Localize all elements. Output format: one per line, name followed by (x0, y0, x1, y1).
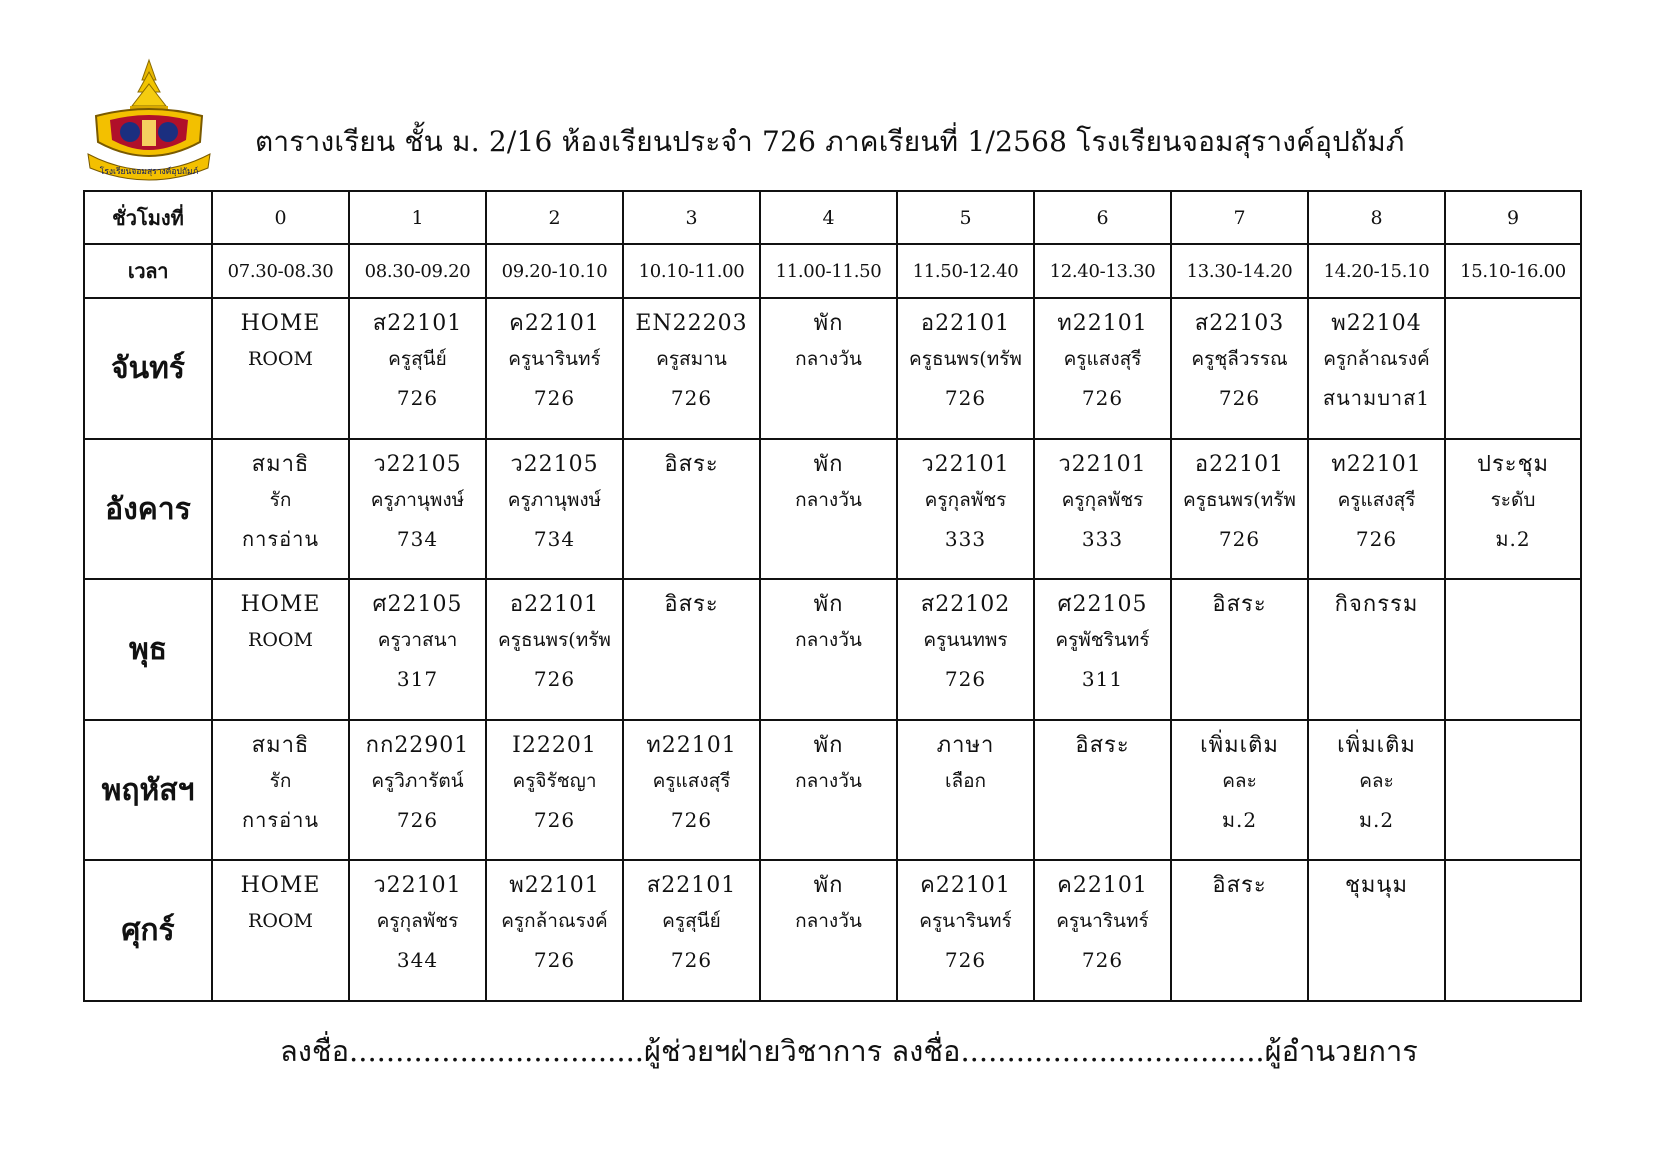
period-number: 4 (760, 191, 897, 244)
teacher-name: ครูกล้าณรงค์ (1323, 348, 1430, 371)
schedule-cell (897, 860, 1034, 1001)
time-slot: 11.00-11.50 (760, 244, 897, 298)
teacher-name: กลางวัน (795, 769, 862, 792)
subject-code: ประชุม (1476, 451, 1550, 477)
teacher-name: กลางวัน (795, 488, 862, 511)
teacher-name: รัก (269, 769, 292, 792)
schedule-cell (1171, 720, 1308, 861)
schedule-cell (349, 579, 486, 720)
room-number: 311 (1081, 667, 1124, 692)
schedule-cell (212, 860, 349, 1001)
subject-code: อิสระ (1212, 873, 1267, 899)
subject-code: ศ22105 (1057, 592, 1148, 618)
school-logo (84, 58, 214, 182)
teacher-name: กลางวัน (795, 348, 862, 371)
schedule-cell (760, 860, 897, 1001)
schedule-cell (1445, 579, 1581, 720)
subject-code: ท22101 (1057, 311, 1148, 337)
room-number: 726 (944, 667, 987, 692)
room-number (1309, 941, 1444, 979)
subject-code: ส22101 (646, 873, 737, 899)
day-row (84, 298, 1581, 439)
time-slot: 07.30-08.30 (212, 244, 349, 298)
room-number (761, 941, 896, 979)
room-number: 726 (1081, 386, 1124, 411)
teacher-name (1309, 620, 1444, 660)
room-number (898, 801, 1033, 839)
signature-line: ลงชื่อ................................ผู้ช่วยฯฝ่ายวิชาการ ลงชื่อ.................................ผู้อำนวยการ (280, 1034, 1418, 1068)
teacher-name: ครูนารินทร์ (1056, 910, 1149, 933)
subject-code: พัก (813, 451, 844, 477)
subject-code: อ22101 (1194, 451, 1285, 477)
room-number: 726 (396, 807, 439, 832)
room-number: ม.2 (1221, 807, 1258, 832)
schedule-cell (623, 579, 760, 720)
room-number (1446, 801, 1580, 839)
room-number (1035, 801, 1170, 839)
period-label: ชั่วโมงที่ (84, 191, 212, 244)
schedule-cell (1308, 579, 1445, 720)
subject-code: กก22901 (365, 732, 470, 758)
period-number: 2 (486, 191, 623, 244)
period-number: 8 (1308, 191, 1445, 244)
schedule-cell (349, 720, 486, 861)
subject-code: ชุมนุม (1345, 873, 1408, 899)
teacher-name (1309, 901, 1444, 941)
timetable (83, 190, 1582, 1002)
room-number: 726 (533, 386, 576, 411)
subject-code: กิจกรรม (1334, 592, 1419, 618)
room-number (624, 660, 759, 698)
teacher-name: กลางวัน (795, 629, 862, 652)
subject-code (1446, 731, 1580, 761)
schedule-cell (1308, 720, 1445, 861)
teacher-name: ROOM (248, 348, 313, 371)
room-number (1172, 660, 1307, 698)
schedule-cell (1034, 439, 1171, 580)
period-number: 0 (212, 191, 349, 244)
teacher-name: รัก (269, 488, 292, 511)
schedule-cell (212, 439, 349, 580)
schedule-cell (212, 579, 349, 720)
room-number (761, 660, 896, 698)
teacher-name: ครูนารินทร์ (919, 910, 1012, 933)
schedule-cell (623, 720, 760, 861)
subject-code: ว22105 (510, 451, 599, 477)
teacher-name: ROOM (248, 910, 313, 933)
room-number: 726 (670, 948, 713, 973)
period-number: 7 (1171, 191, 1308, 244)
subject-code: ภาษา (936, 732, 995, 758)
room-number (761, 520, 896, 558)
time-header-row (84, 244, 1581, 298)
teacher-name: ครูกุลพัชร (1061, 488, 1144, 511)
time-slot: 15.10-16.00 (1445, 244, 1581, 298)
schedule-cell (486, 579, 623, 720)
schedule-cell (760, 439, 897, 580)
subject-code: ว22105 (373, 451, 462, 477)
teacher-name: ครูสุนีย์ (662, 910, 721, 933)
subject-code: ค22101 (920, 873, 1011, 899)
schedule-cell (623, 298, 760, 439)
subject-code: ส22101 (372, 311, 463, 337)
time-slot: 13.30-14.20 (1171, 244, 1308, 298)
teacher-name: ROOM (248, 629, 313, 652)
schedule-cell (623, 860, 760, 1001)
teacher-name (1446, 901, 1580, 941)
subject-code: อิสระ (664, 451, 719, 477)
subject-code (1446, 871, 1580, 901)
schedule-cell (897, 298, 1034, 439)
period-number: 5 (897, 191, 1034, 244)
subject-code: ส22103 (1194, 311, 1285, 337)
schedule-cell (486, 720, 623, 861)
room-number: 726 (670, 386, 713, 411)
teacher-name: ครูภานุพงษ์ (370, 488, 465, 511)
subject-code: สมาธิ (251, 451, 310, 477)
teacher-name: ครูภานุพงษ์ (507, 488, 602, 511)
room-number: การอ่าน (242, 526, 319, 551)
teacher-name: ครูวิภารัตน์ (371, 769, 464, 792)
room-number: 726 (944, 948, 987, 973)
subject-code: พ22101 (509, 873, 600, 899)
room-number: ม.2 (1358, 807, 1395, 832)
room-number: 333 (1081, 526, 1124, 551)
schedule-cell (897, 579, 1034, 720)
schedule-cell (1034, 298, 1171, 439)
schedule-cell (349, 860, 486, 1001)
teacher-name (1035, 761, 1170, 801)
subject-code: พัก (813, 873, 844, 899)
room-number: 333 (944, 526, 987, 551)
subject-code: อิสระ (1212, 592, 1267, 618)
room-number (761, 801, 896, 839)
teacher-name: ครูนารินทร์ (508, 348, 601, 371)
room-number (213, 379, 348, 417)
room-number: 726 (1081, 948, 1124, 973)
teacher-name: ครูจิรัชญา (512, 769, 597, 792)
room-number (1446, 379, 1580, 417)
subject-code: ท22101 (646, 732, 737, 758)
teacher-name (1446, 761, 1580, 801)
room-number: 734 (533, 526, 576, 551)
teacher-name: เลือก (944, 769, 987, 792)
teacher-name: คละ (1359, 769, 1394, 792)
time-label: เวลา (84, 244, 212, 298)
schedule-cell (1171, 439, 1308, 580)
room-number: 344 (396, 948, 439, 973)
room-number (761, 379, 896, 417)
room-number: 726 (533, 667, 576, 692)
schedule-cell (760, 720, 897, 861)
day-row (84, 579, 1581, 720)
room-number: 726 (1355, 526, 1398, 551)
teacher-name: ครูวาสนา (377, 629, 458, 652)
period-number: 3 (623, 191, 760, 244)
room-number: 726 (533, 948, 576, 973)
period-number: 6 (1034, 191, 1171, 244)
schedule-cell (760, 298, 897, 439)
room-number: ม.2 (1495, 526, 1531, 551)
teacher-name (1172, 901, 1307, 941)
day-label: ศุกร์ (84, 860, 212, 1001)
room-number: 726 (396, 386, 439, 411)
room-number: 734 (396, 526, 439, 551)
subject-code: สมาธิ (251, 732, 310, 758)
room-number (213, 660, 348, 698)
subject-code: EN22203 (635, 311, 748, 337)
subject-code: ท22101 (1331, 451, 1422, 477)
teacher-name: ครูแสงสุรี (1337, 488, 1416, 511)
day-row (84, 720, 1581, 861)
time-slot: 08.30-09.20 (349, 244, 486, 298)
subject-code: ส22102 (920, 592, 1011, 618)
room-number (1309, 660, 1444, 698)
day-label: พฤหัสฯ (84, 720, 212, 861)
subject-code: พัก (813, 732, 844, 758)
schedule-cell (1034, 720, 1171, 861)
schedule-cell (1171, 298, 1308, 439)
schedule-cell (1445, 720, 1581, 861)
time-slot: 11.50-12.40 (897, 244, 1034, 298)
teacher-name (624, 620, 759, 660)
room-number: 726 (670, 807, 713, 832)
teacher-name: ครูธนพร(ทรัพ (1183, 488, 1296, 511)
teacher-name: ครูกุลพัชร (924, 488, 1007, 511)
time-slot: 14.20-15.10 (1308, 244, 1445, 298)
day-row (84, 860, 1581, 1001)
room-number (624, 520, 759, 558)
subject-code: พัก (813, 311, 844, 337)
time-slot: 10.10-11.00 (623, 244, 760, 298)
period-number: 1 (349, 191, 486, 244)
teacher-name: ครูแสงสุรี (1063, 348, 1142, 371)
room-number: 726 (1218, 386, 1261, 411)
teacher-name: ครูสุนีย์ (388, 348, 447, 371)
room-number (1446, 660, 1580, 698)
schedule-cell (623, 439, 760, 580)
schedule-cell (1034, 579, 1171, 720)
teacher-name: ครูแสงสุรี (652, 769, 731, 792)
teacher-name: ครูธนพร(ทรัพ (498, 629, 611, 652)
schedule-cell (897, 720, 1034, 861)
room-number: 726 (1218, 526, 1261, 551)
period-number: 9 (1445, 191, 1581, 244)
teacher-name: ครูพัชรินทร์ (1055, 629, 1150, 652)
schedule-cell (897, 439, 1034, 580)
subject-code: HOME (240, 311, 321, 337)
room-number: สนามบาส1 (1322, 386, 1431, 411)
teacher-name: ครูธนพร(ทรัพ (909, 348, 1022, 371)
schedule-cell (1308, 860, 1445, 1001)
teacher-name (1446, 339, 1580, 379)
subject-code: ว22101 (373, 873, 462, 899)
subject-code: ค22101 (509, 311, 600, 337)
subject-code: พัก (813, 592, 844, 618)
teacher-name: ครูนนทพร (923, 629, 1008, 652)
schedule-cell (349, 439, 486, 580)
room-number: 726 (944, 386, 987, 411)
subject-code: อ22101 (920, 311, 1011, 337)
room-number: 726 (533, 807, 576, 832)
subject-code: เพิ่มเติม (1337, 732, 1416, 758)
schedule-cell (1171, 860, 1308, 1001)
room-number (1172, 941, 1307, 979)
schedule-cell (212, 298, 349, 439)
schedule-cell (1445, 860, 1581, 1001)
subject-code: อ22101 (509, 592, 600, 618)
schedule-cell (760, 579, 897, 720)
teacher-name: ครูสมาน (656, 348, 727, 371)
room-number (213, 941, 348, 979)
subject-code: ว22101 (1058, 451, 1147, 477)
subject-code: ศ22105 (372, 592, 463, 618)
day-label: จันทร์ (84, 298, 212, 439)
schedule-cell (1445, 298, 1581, 439)
subject-code: อิสระ (664, 592, 719, 618)
teacher-name: คละ (1222, 769, 1257, 792)
schedule-cell (1034, 860, 1171, 1001)
schedule-cell (349, 298, 486, 439)
day-label: อังคาร (84, 439, 212, 580)
subject-code: I22201 (512, 732, 597, 758)
subject-code: ค22101 (1057, 873, 1148, 899)
time-slot: 09.20-10.10 (486, 244, 623, 298)
subject-code: เพิ่มเติม (1200, 732, 1279, 758)
subject-code: พ22104 (1331, 311, 1422, 337)
teacher-name (1172, 620, 1307, 660)
room-number: 317 (396, 667, 439, 692)
subject-code (1446, 309, 1580, 339)
schedule-cell (1308, 439, 1445, 580)
subject-code: ว22101 (921, 451, 1010, 477)
teacher-name: ครูกุลพัชร (376, 910, 459, 933)
schedule-cell (486, 439, 623, 580)
subject-code: HOME (240, 873, 321, 899)
schedule-cell (486, 860, 623, 1001)
schedule-cell (1308, 298, 1445, 439)
teacher-name: กลางวัน (795, 910, 862, 933)
room-number (1446, 941, 1580, 979)
teacher-name (624, 480, 759, 520)
schedule-cell (1171, 579, 1308, 720)
subject-code: HOME (240, 592, 321, 618)
page-title: ตารางเรียน ชั้น ม. 2/16 ห้องเรียนประจำ 726 ภาคเรียนที่ 1/2568 โรงเรียนจอมสุรางค์อุปถัมภ์ (255, 125, 1405, 158)
subject-code (1446, 590, 1580, 620)
teacher-name: ระดับ (1490, 488, 1536, 511)
schedule-cell (212, 720, 349, 861)
day-row (84, 439, 1581, 580)
schedule-cell (1445, 439, 1581, 580)
period-header-row (84, 191, 1581, 244)
room-number: การอ่าน (242, 807, 319, 832)
day-label: พุธ (84, 579, 212, 720)
subject-code: อิสระ (1075, 732, 1130, 758)
time-slot: 12.40-13.30 (1034, 244, 1171, 298)
teacher-name: ครูชุลีวรรณ (1191, 348, 1288, 371)
teacher-name: ครูกล้าณรงค์ (501, 910, 608, 933)
schedule-cell (486, 298, 623, 439)
teacher-name (1446, 620, 1580, 660)
logo-caption: โรงเรียนจอมสุรางค์อุปถัมภ์ (99, 167, 199, 177)
